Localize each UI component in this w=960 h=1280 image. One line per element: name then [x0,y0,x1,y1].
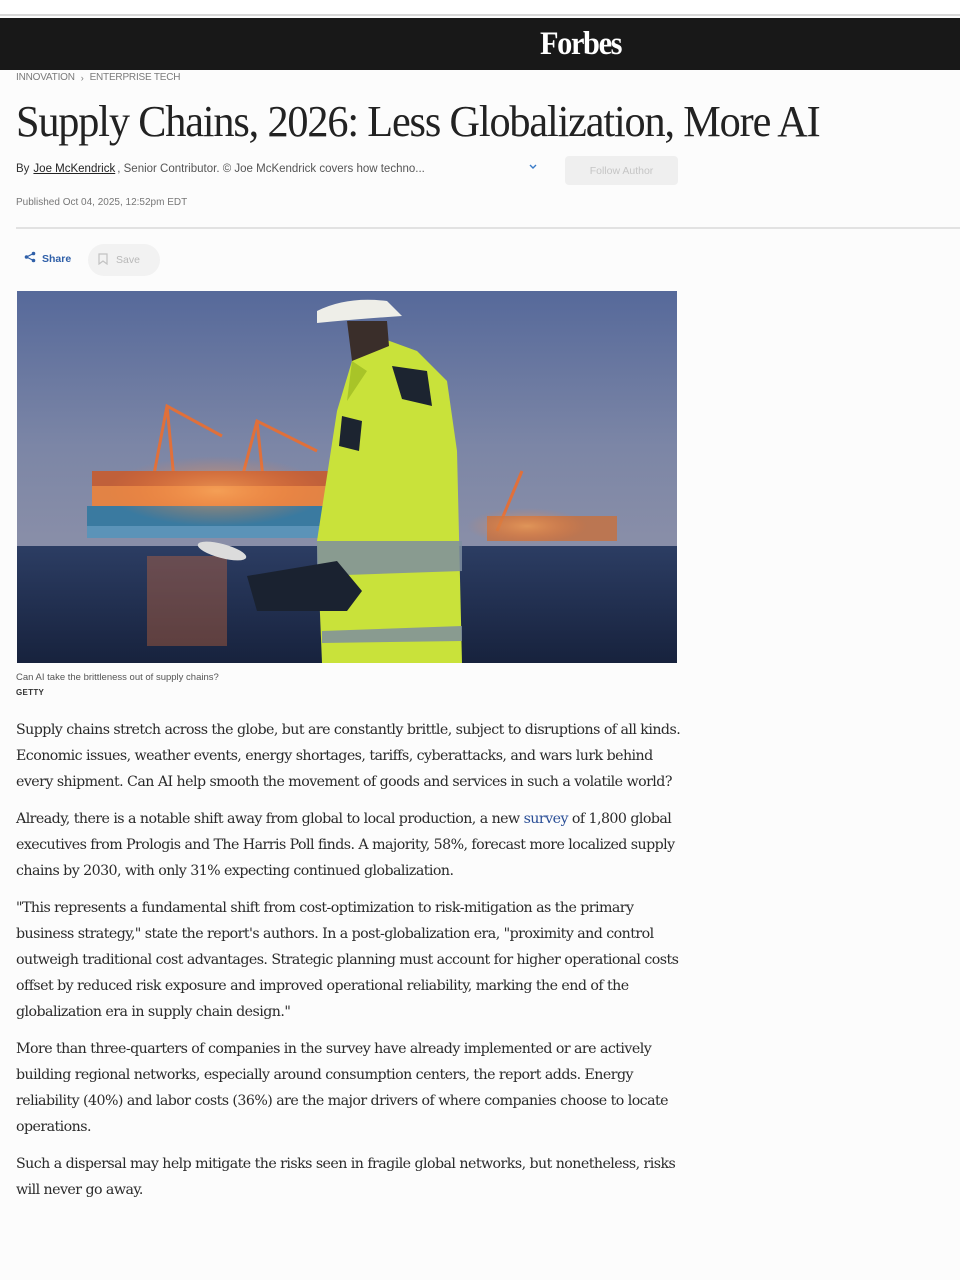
paragraph-text: Already, there is a notable shift away from global to local production, a new [16,811,524,827]
published-date: Published Oct 04, 2025, 12:52pm EDT [16,197,188,208]
paragraph: "This represents a fundamental shift from cost-optimization to risk-mitigation as the primary business strategy," state the report's authors. In a post-globalization era, "proximity and control outweigh traditional cost advantages. Strategic planning must account for higher operational costs offset by reduced risk exposure and improved operational reliability, marking the end of the globalization era in supply chain design." [16,900,679,1020]
image-caption: Can AI take the brittleness out of supply chains? [16,672,219,683]
top-spacer [0,0,960,16]
breadcrumb-separator-icon: › [80,72,84,83]
image-credit: GETTY [16,688,45,697]
follow-author-button[interactable]: Follow Author [565,156,678,185]
share-label: Share [42,252,72,265]
breadcrumb-enterprise-tech[interactable]: ENTERPRISE TECH [89,72,181,83]
masthead [0,18,960,70]
byline [16,163,425,175]
paragraph: Supply chains stretch across the globe, but are constantly brittle, subject to disruptions of all kinds. Economic issues, weather events, energy shortages, tariffs, cyberattacks, and wars lurk behind every shipment. Can AI help smooth the movement of goods and services in such a volatile world? [16,722,681,790]
breadcrumb [16,72,180,83]
save-label: Save [116,254,140,266]
chevron-down-icon[interactable] [528,162,538,174]
divider [16,227,960,229]
article-title: Supply Chains, 2026: Less Globalization, More AI [16,97,820,146]
share-button[interactable] [24,251,71,266]
forbes-logo[interactable]: Forbes [540,26,622,62]
breadcrumb-innovation[interactable]: INNOVATION [16,72,75,83]
share-icon [24,251,36,266]
save-button[interactable] [88,244,160,276]
paragraph-text: of 1,800 global executives from Prologis and The Harris Poll finds. A majority, 58%, forecast more localized supply chains by 2030, with only 31% expecting continued globalization. [16,811,675,879]
byline-prefix: By [16,163,30,175]
survey-link[interactable]: survey [523,811,568,827]
port-worker-illustration [17,291,677,663]
hero-image [17,291,677,663]
author-description: , Senior Contributor. © Joe McKendrick covers how techno... [117,163,425,175]
article-body [16,717,686,1214]
paragraph: More than three-quarters of companies in the survey have already implemented or are actively building regional networks, especially around consumption centers, the report adds. Energy reliability (40%) and labor costs (36%) are the major drivers of where companies choose to locate operations. [16,1041,668,1135]
paragraph [16,806,686,884]
paragraph: Such a dispersal may help mitigate the risks seen in fragile global networks, but nonetheless, risks will never go away. [16,1156,676,1198]
author-link[interactable]: Joe McKendrick [33,163,116,175]
bookmark-icon [98,253,108,268]
